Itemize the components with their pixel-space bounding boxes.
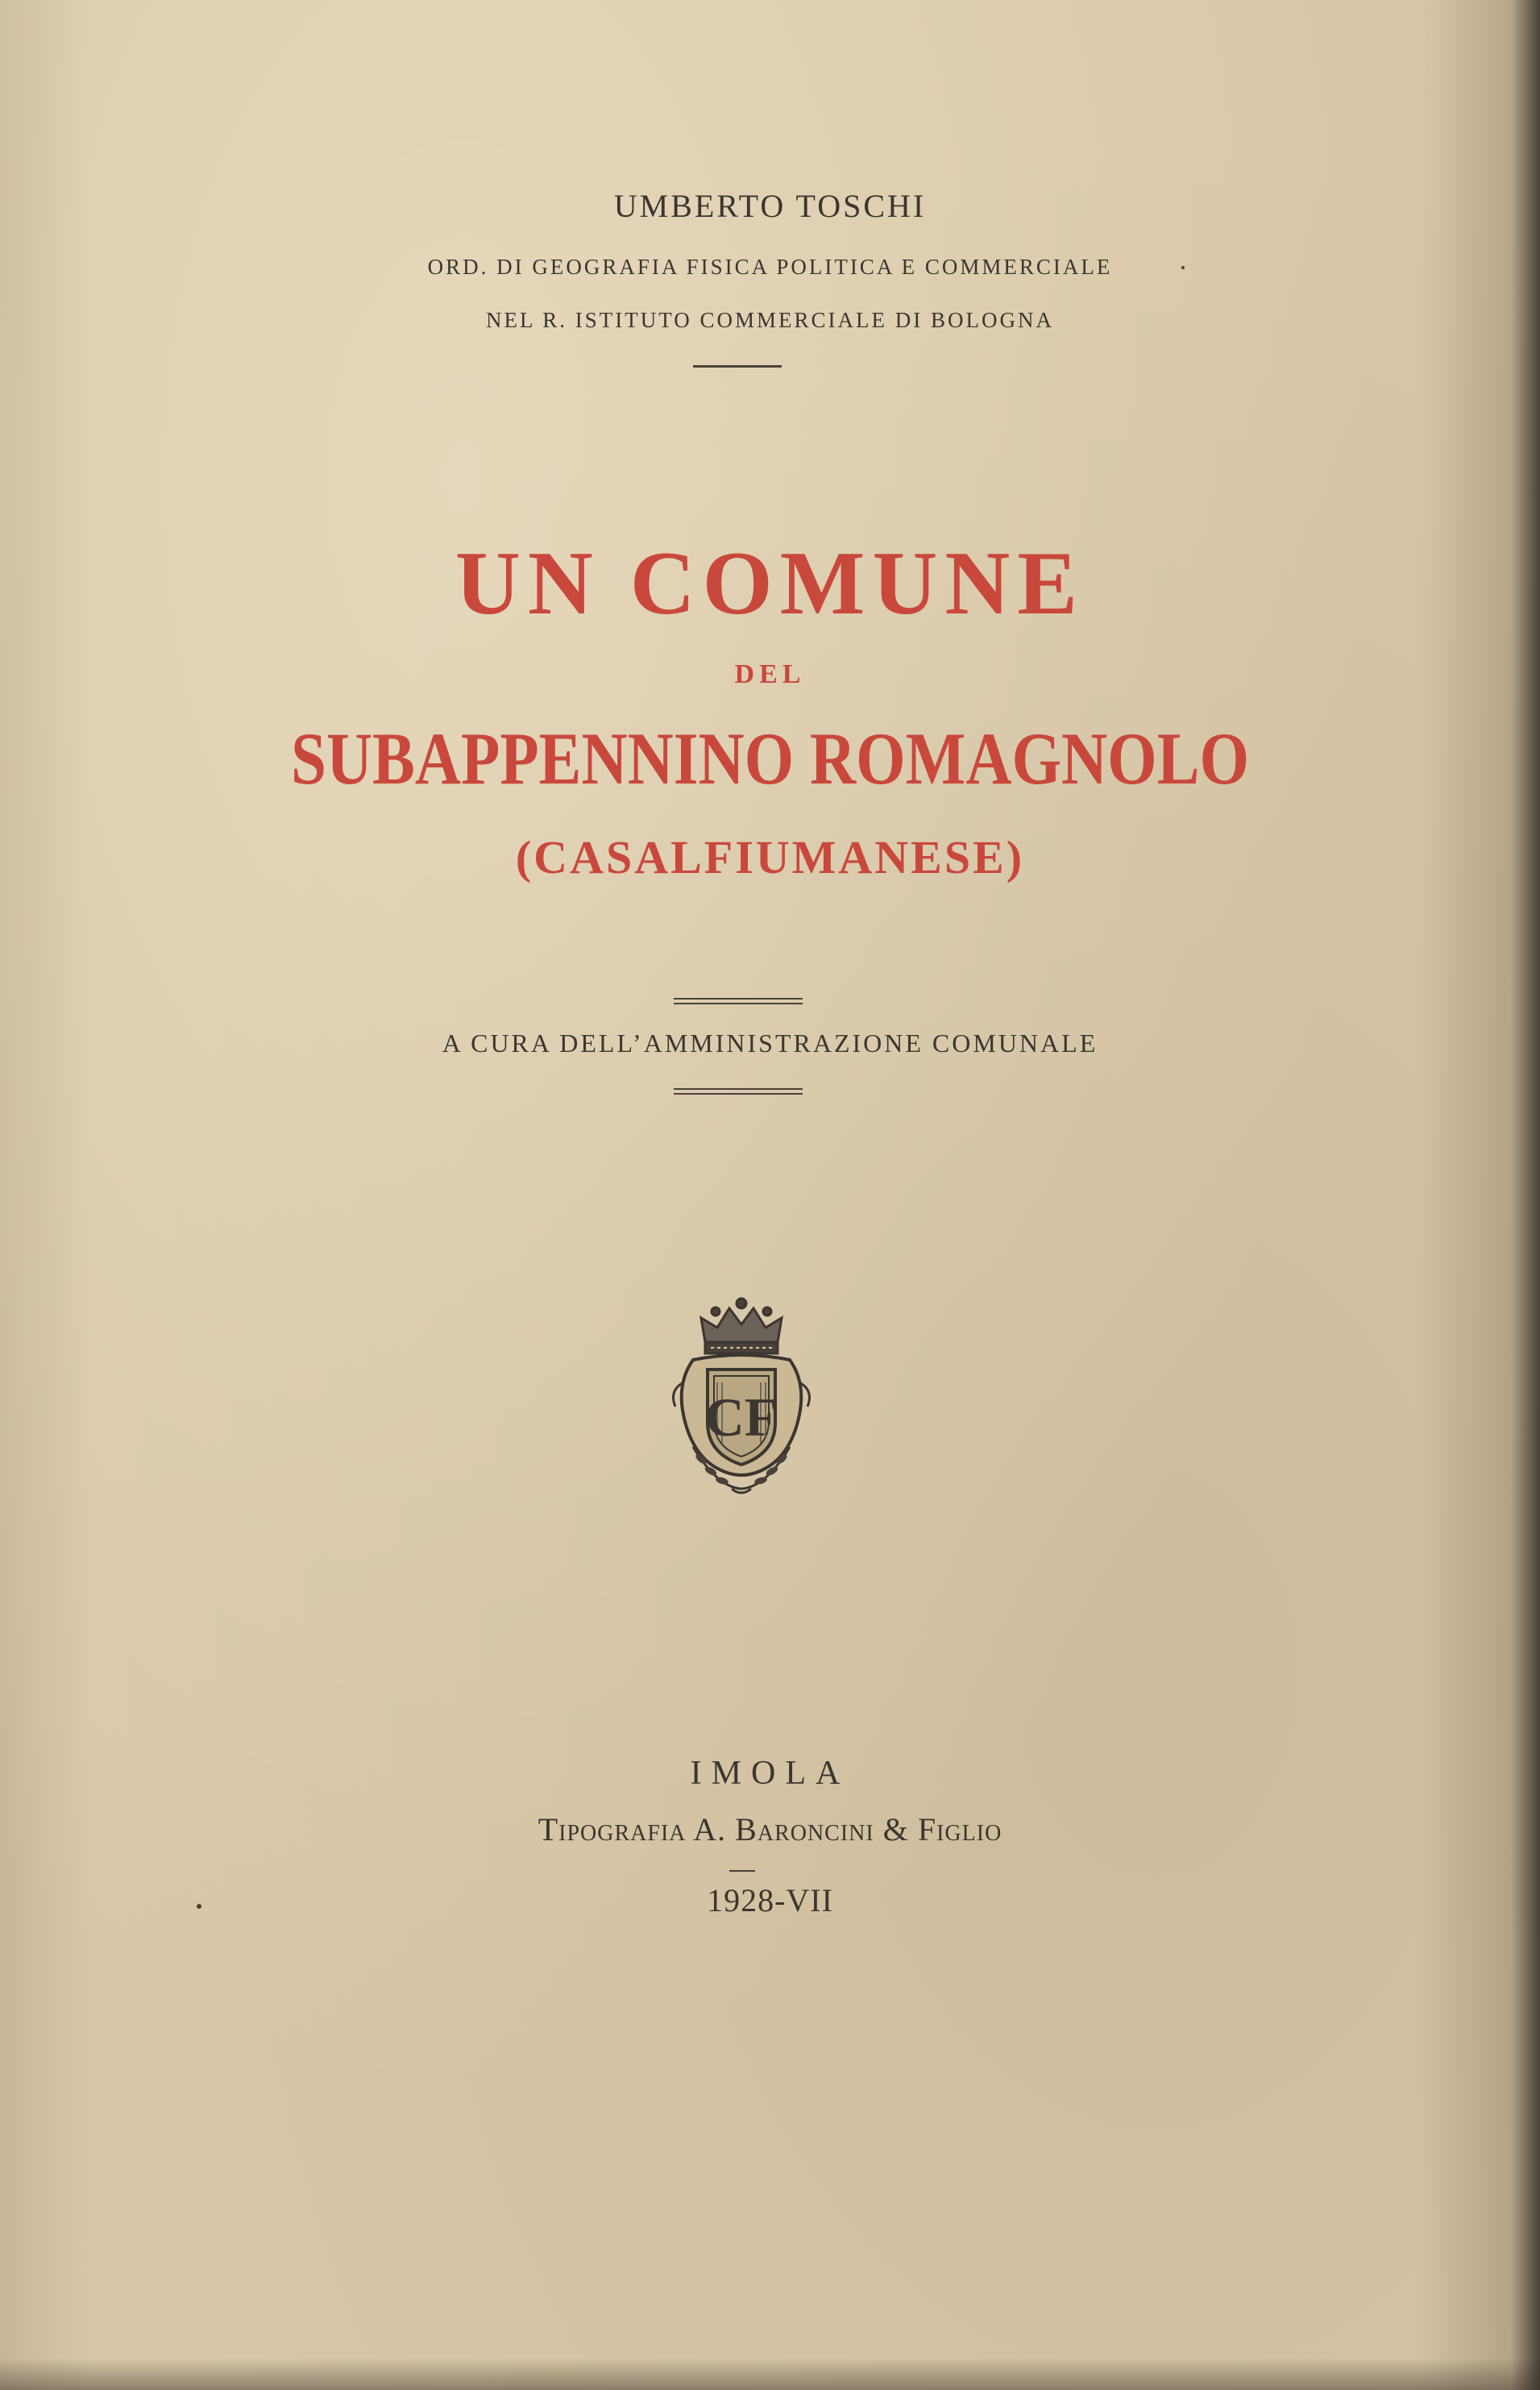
title-line-3: SUBAPPENNINO ROMAGNOLO: [290, 717, 1250, 800]
author-name: UMBERTO TOSCHI: [613, 188, 927, 224]
double-rule-bottom: [674, 1093, 803, 1095]
title-line-1: UN COMUNE: [455, 534, 1085, 634]
author-affiliation-line-1: ORD. DI GEOGRAFIA FISICA POLITICA E COMMERCIALE: [427, 255, 1113, 279]
double-rule-top: [674, 998, 803, 1000]
double-rule-top: [674, 1003, 803, 1004]
title-line-4: (CASALFIUMANESE): [515, 831, 1025, 883]
paper-speck: [197, 1904, 201, 1909]
curator-line: A CURA DELL’AMMINISTRAZIONE COMUNALE: [442, 1029, 1098, 1058]
imprint-year: 1928-VII: [707, 1882, 833, 1918]
imprint-city: IMOLA: [690, 1755, 850, 1792]
author-affiliation-line-2: NEL R. ISTITUTO COMMERCIALE DI BOLOGNA: [486, 308, 1054, 332]
imprint-printer: Tipografia A. Baroncini & Figlio: [538, 1811, 1002, 1848]
divider-rule: [693, 365, 782, 368]
double-rule-bottom: [674, 1088, 803, 1090]
municipal-coat-of-arms-icon: [661, 1286, 822, 1503]
emblem-monogram: CF: [704, 1386, 778, 1448]
page-bottom-shadow: [0, 2358, 1540, 2390]
imprint-rule: [729, 1870, 755, 1872]
title-line-2: DEL: [734, 659, 806, 689]
paper-speck: [1181, 266, 1185, 269]
page-edge-shadow: [1511, 0, 1540, 2390]
